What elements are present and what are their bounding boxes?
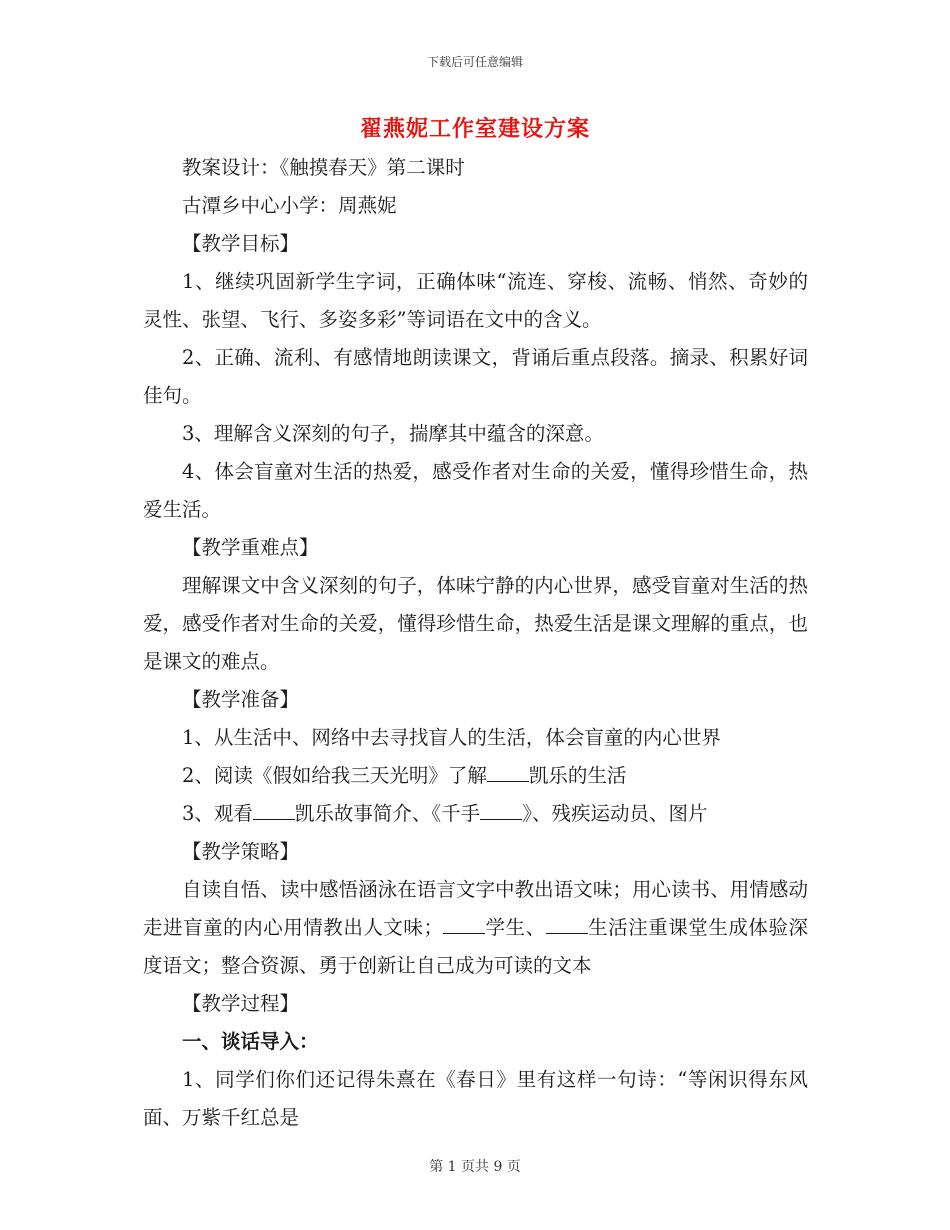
lesson-design-line: 教案设计：《触摸春天》第二课时 xyxy=(182,156,465,179)
heading-key-points: 【教学重难点】 xyxy=(182,536,319,559)
prep-item-3-text-b: 凯乐故事简介、《千手 xyxy=(294,802,481,825)
page-footer: 第 1 页共 9 页 xyxy=(429,1159,521,1175)
prep-item-2-text-a: 2、阅读《假如给我三天光明》了解 xyxy=(182,764,487,787)
fill-blank xyxy=(480,797,522,820)
goal-item-3: 3、理解含义深刻的句子，揣摩其中蕴含的深意。 xyxy=(182,422,604,445)
prep-item-1: 1、从生活中、网络中去寻找盲人的生活，体会盲童的内心世界 xyxy=(182,726,721,749)
fill-blank xyxy=(253,797,295,820)
heading-strategy: 【教学策略】 xyxy=(182,840,300,863)
goal-item-2: 2、正确、流利、有感情地朗读课文，背诵后重点段落。摘录、积累好词佳句。 xyxy=(143,346,808,407)
strategy-text xyxy=(143,871,808,985)
header-note: 下载后可任意编辑 xyxy=(426,55,523,69)
fill-blank xyxy=(487,759,529,782)
fill-blank xyxy=(443,911,485,934)
key-points-text: 理解课文中含义深刻的句子，体味宁静的内心世界，感受盲童对生活的热爱，感受作者对生命的关爱，懂得珍惜生命，热爱生活是课文理解的重点，也是课文的难点。 xyxy=(143,574,808,673)
process-item-1: 1、同学们你们还记得朱熹在《春日》里有这样一句诗：“等闲识得东风面、万紫千红总是 xyxy=(143,1068,808,1129)
heading-teaching-goals: 【教学目标】 xyxy=(182,232,300,255)
prep-item-2 xyxy=(143,757,808,795)
goal-item-1: 1、继续巩固新学生字词，正确体味“流连、穿梭、流畅、悄然、奇妙的灵性、张望、飞行、多姿多彩”等词语在文中的含义。 xyxy=(143,270,808,331)
prep-item-3-text-c: 》、残疾运动员、图片 xyxy=(522,802,708,825)
fill-blank xyxy=(546,911,588,934)
strategy-text-c: 生活注重课堂生成体验深度语文；整合资源、勇于创新让自己成为可读的文本 xyxy=(143,916,808,977)
strategy-text-a: 自读自悟、读中感悟涵泳在语言文字中教出语文味；用心读书、用情感动走进盲童的内心用情教出人文味； xyxy=(143,878,808,939)
strategy-text-b: 学生、 xyxy=(484,916,546,939)
prep-item-2-text-b: 凯乐的生活 xyxy=(528,764,627,787)
prep-item-3 xyxy=(143,795,808,833)
author-line: 古潭乡中心小学：周燕妮 xyxy=(182,194,397,217)
section-heading-intro: 一、谈话导入： xyxy=(182,1030,319,1053)
document-title: 翟燕妮工作室建设方案 xyxy=(359,116,590,142)
document-body xyxy=(143,149,808,1137)
goal-item-4: 4、体会盲童对生活的热爱，感受作者对生命的关爱，懂得珍惜生命，热爱生活。 xyxy=(143,460,808,521)
heading-process: 【教学过程】 xyxy=(182,992,300,1015)
heading-preparation: 【教学准备】 xyxy=(182,688,300,711)
prep-item-3-text-a: 3、观看 xyxy=(182,802,253,825)
